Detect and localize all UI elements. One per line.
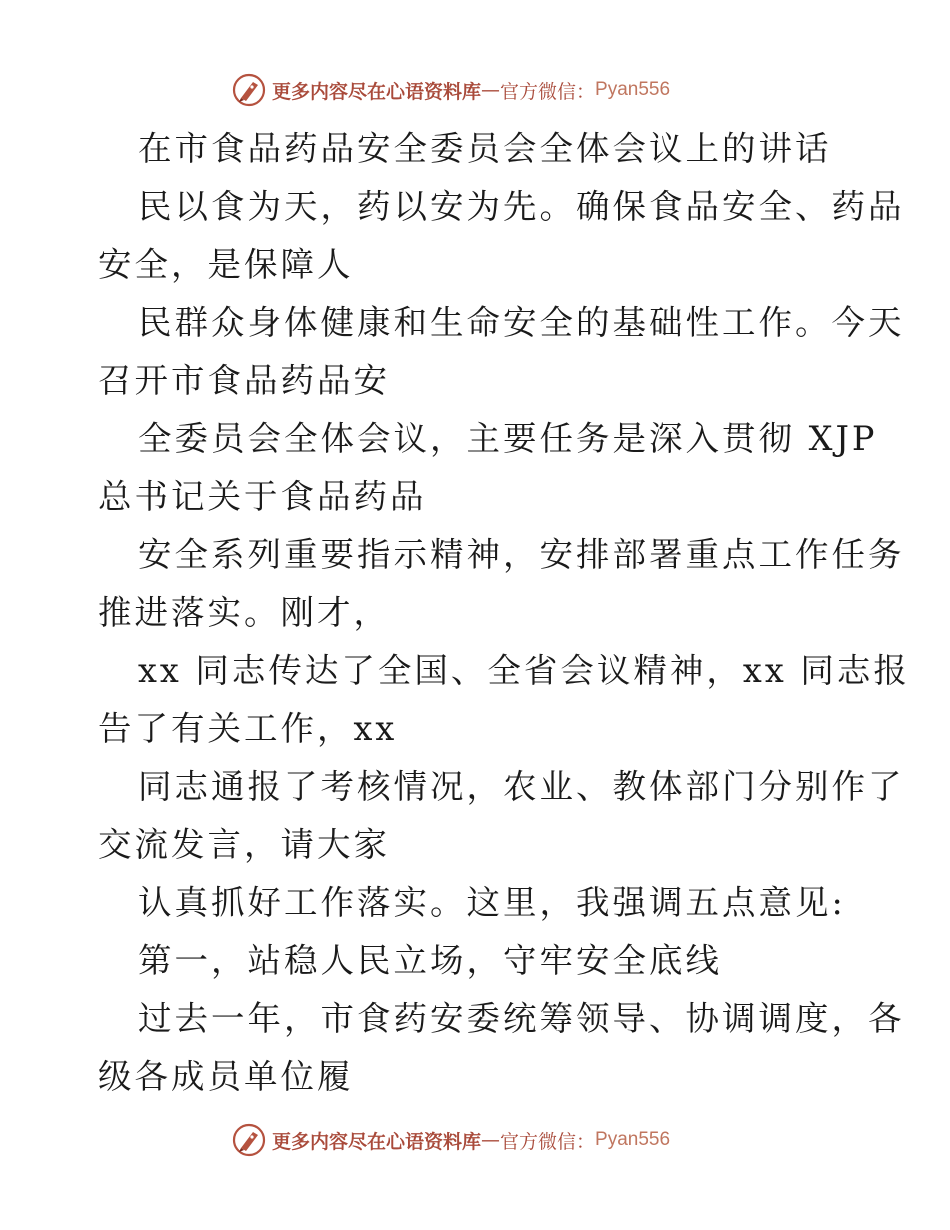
paragraph-line: 全委员会全体会议，主要任务是深入贯彻 XJP [138, 419, 878, 458]
paragraph-line: xx 同志传达了全国、全省会议精神，xx 同志报 [138, 651, 910, 690]
watermark-text [272, 77, 670, 104]
section-heading: 第一，站稳人民立场，守牢安全底线 [138, 941, 722, 980]
paragraph-line: 认真抓好工作落实。这里，我强调五点意见: [138, 883, 846, 922]
paragraph-line: 召开市食品药品安 [98, 361, 390, 400]
paragraph-line: 同志通报了考核情况，农业、教体部门分别作了 [138, 767, 905, 806]
paragraph-line: 安全系列重要指示精神，安排部署重点工作任务 [138, 535, 905, 574]
document-title: 在市食品药品安全委员会全体会议上的讲话 [138, 129, 832, 168]
footer-watermark [232, 1122, 670, 1158]
paragraph-line: 总书记关于食品药品 [98, 477, 427, 516]
watermark-account: Pyan556 [595, 79, 671, 100]
watermark-separator: — [481, 1129, 501, 1151]
watermark-account: Pyan556 [595, 1129, 671, 1150]
paragraph-line: 级各成员单位履 [98, 1057, 354, 1096]
header-watermark [232, 72, 670, 108]
paragraph-line: 民群众身体健康和生命安全的基础性工作。今天 [138, 303, 905, 342]
watermark-separator: — [481, 79, 501, 101]
paragraph-line: 安全，是保障人 [98, 245, 354, 284]
watermark-official-label: 官方微信： [500, 80, 596, 103]
document-body [98, 120, 910, 1106]
watermark-brand: 更多内容尽在心语资料库 [272, 1130, 482, 1153]
paragraph-line: 交流发言，请大家 [98, 825, 390, 864]
paragraph-line: 推进落实。刚才， [98, 593, 390, 632]
watermark-brand: 更多内容尽在心语资料库 [272, 80, 482, 103]
pen-nib-logo-icon [232, 73, 266, 107]
paragraph-line: 告了有关工作，xx [98, 709, 398, 748]
watermark-official-label: 官方微信： [500, 1130, 596, 1153]
pen-nib-logo-icon [232, 1123, 266, 1157]
paragraph-line: 民以食为天，药以安为先。确保食品安全、药品 [138, 187, 905, 226]
watermark-text [272, 1127, 670, 1154]
paragraph-line: 过去一年，市食药安委统筹领导、协调调度，各 [138, 999, 905, 1038]
